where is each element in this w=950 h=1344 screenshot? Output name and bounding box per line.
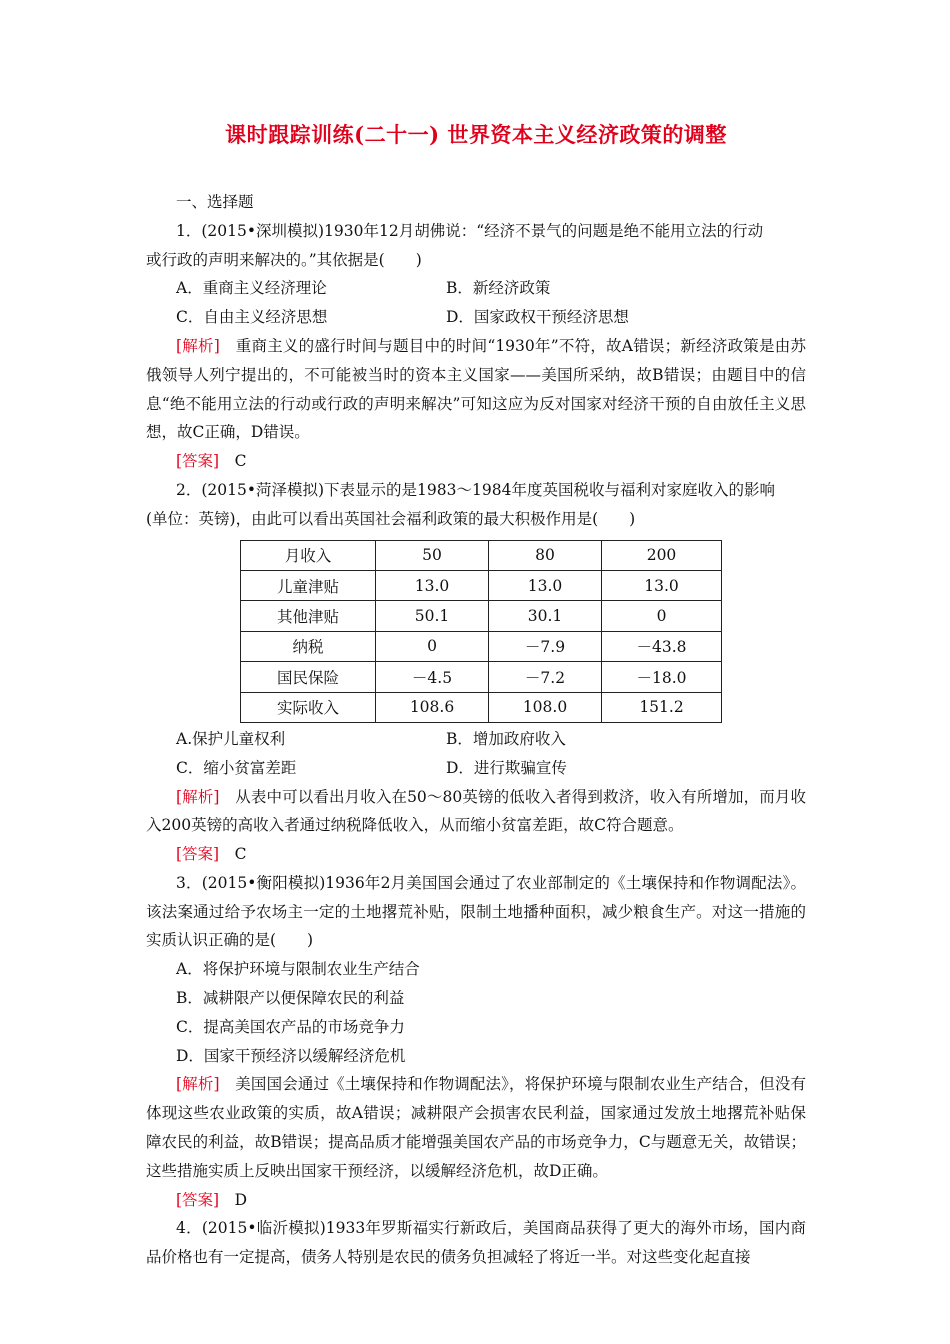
question-1-answer (146, 447, 806, 476)
table-cell: 13.0 (376, 570, 489, 600)
option-a: A．将保护环境与限制农业生产结合 (176, 960, 420, 979)
option-d: D．国家干预经济以缓解经济危机 (176, 1046, 406, 1065)
option-b: B．新经济政策 (446, 279, 551, 298)
table-header-cell: 月收入 (241, 540, 376, 570)
question-2-options (146, 725, 806, 783)
analysis-text: 美国国会通过《土壤保持和作物调配法》，将保护环境与限制农业生产结合，但没有体现这些农业政策的实质，故A错误；减耕限产会损害农民利益，国家通过发放土地撂荒补贴保障农民的利益，故B错误；提高品质才能增强美国农产品的市场竞争力，C与题意无关，故错误；这些措施实质上反映出国家干预经济，以缓解经济危机，故D正确。 (146, 1075, 806, 1180)
table-cell: 儿童津贴 (241, 570, 376, 600)
table-row (241, 601, 722, 631)
table-row (241, 662, 722, 692)
question-1-analysis (146, 332, 806, 447)
option-c: C．提高美国农产品的市场竞争力 (176, 1017, 405, 1036)
table-cell: 其他津贴 (241, 601, 376, 631)
analysis-text: 重商主义的盛行时间与题目中的时间“1930年”不符，故A错误；新经济政策是由苏俄领导人列宁提出的，不可能被当时的资本主义国家——美国所采纳，故B错误；由题目中的信息“绝不能用立法的行动或行政的声明来解决”可知这应为反对国家对经济干预的自由放任主义思想，故C正确，D错误。 (146, 336, 806, 442)
table-header-cell: 200 (602, 540, 722, 570)
table-row (241, 631, 722, 661)
option-c: C．缩小贫富差距 (176, 758, 297, 777)
question-3-text: 3．(2015•衡阳模拟)1936年2月美国国会通过了农业部制定的《土壤保持和作物调配法》。该法案通过给予农场主一定的土地撂荒补贴，限制土地播种面积，减少粮食生产。对这一措施的实质认识正确的是( ) (146, 873, 806, 950)
table-cell: 0 (602, 601, 722, 631)
table-row (241, 570, 722, 600)
answer-value: C (234, 452, 247, 471)
table-cell: 151.2 (602, 692, 722, 722)
table-cell: 纳税 (241, 631, 376, 661)
table-cell: 0 (376, 631, 489, 661)
table-cell: 国民保险 (241, 662, 376, 692)
question-2-line-2: (单位：英镑)，由此可以看出英国社会福利政策的最大积极作用是( ) (146, 509, 636, 528)
answer-label: [答案] (176, 1190, 220, 1209)
answer-value: C (234, 845, 247, 864)
table-cell: 13.0 (602, 570, 722, 600)
option-a: A．重商主义经济理论 (176, 279, 327, 298)
table-cell: 30.1 (489, 601, 602, 631)
option-a: A.保护儿童权利 (176, 729, 286, 748)
option-d: D．国家政权干预经济思想 (446, 308, 629, 327)
question-3-analysis (146, 1070, 806, 1185)
table-cell: 108.6 (376, 692, 489, 722)
income-table (240, 540, 722, 723)
answer-value: D (234, 1190, 248, 1209)
analysis-label: [解析] (176, 1075, 220, 1094)
table-cell: 实际收入 (241, 692, 376, 722)
question-4-text: 4．(2015•临沂模拟)1933年罗斯福实行新政后，美国商品获得了更大的海外市场，国内商品价格也有一定提高，债务人特别是农民的债务负担减轻了将近一半。对这些变化起直接 (146, 1219, 806, 1267)
table-cell: 13.0 (489, 570, 602, 600)
table-cell: －7.9 (489, 631, 602, 661)
question-2-analysis (146, 783, 806, 841)
answer-label: [答案] (176, 845, 220, 864)
analysis-label: [解析] (176, 336, 220, 355)
question-2-answer (146, 840, 806, 869)
question-1-options (146, 274, 806, 332)
question-1-line-1: 1．(2015•深圳模拟)1930年12月胡佛说：“经济不景气的问题是绝不能用立法的行动 (176, 221, 764, 240)
table-header-cell: 80 (489, 540, 602, 570)
option-d: D．进行欺骗宣传 (446, 758, 567, 777)
analysis-label: [解析] (176, 787, 220, 806)
document-page (146, 120, 806, 1272)
answer-label: [答案] (176, 452, 220, 471)
table-cell: 50.1 (376, 601, 489, 631)
question-2-line-1: 2．(2015•菏泽模拟)下表显示的是1983～1984年度英国税收与福利对家庭收入的影响 (176, 480, 775, 499)
table-header-row (241, 540, 722, 570)
table-cell: －43.8 (602, 631, 722, 661)
option-b: B．增加政府收入 (446, 729, 566, 748)
analysis-text: 从表中可以看出月收入在50～80英镑的低收入者得到救济，收入有所增加，而月收入200英镑的高收入者通过纳税降低收入，从而缩小贫富差距，故C符合题意。 (146, 787, 806, 835)
question-1-line-2: 或行政的声明来解决的。”其依据是( ) (146, 250, 422, 269)
table-cell: －7.2 (489, 662, 602, 692)
option-b: B．减耕限产以便保障农民的利益 (176, 989, 405, 1008)
question-3-answer (146, 1186, 806, 1215)
table-row (241, 692, 722, 722)
option-c: C．自由主义经济思想 (176, 308, 328, 327)
page-title: 课时跟踪训练(二十一) 世界资本主义经济政策的调整 (225, 122, 727, 147)
table-cell: －18.0 (602, 662, 722, 692)
table-header-cell: 50 (376, 540, 489, 570)
section-heading: 一、选择题 (176, 193, 254, 211)
table-cell: 108.0 (489, 692, 602, 722)
table-cell: －4.5 (376, 662, 489, 692)
